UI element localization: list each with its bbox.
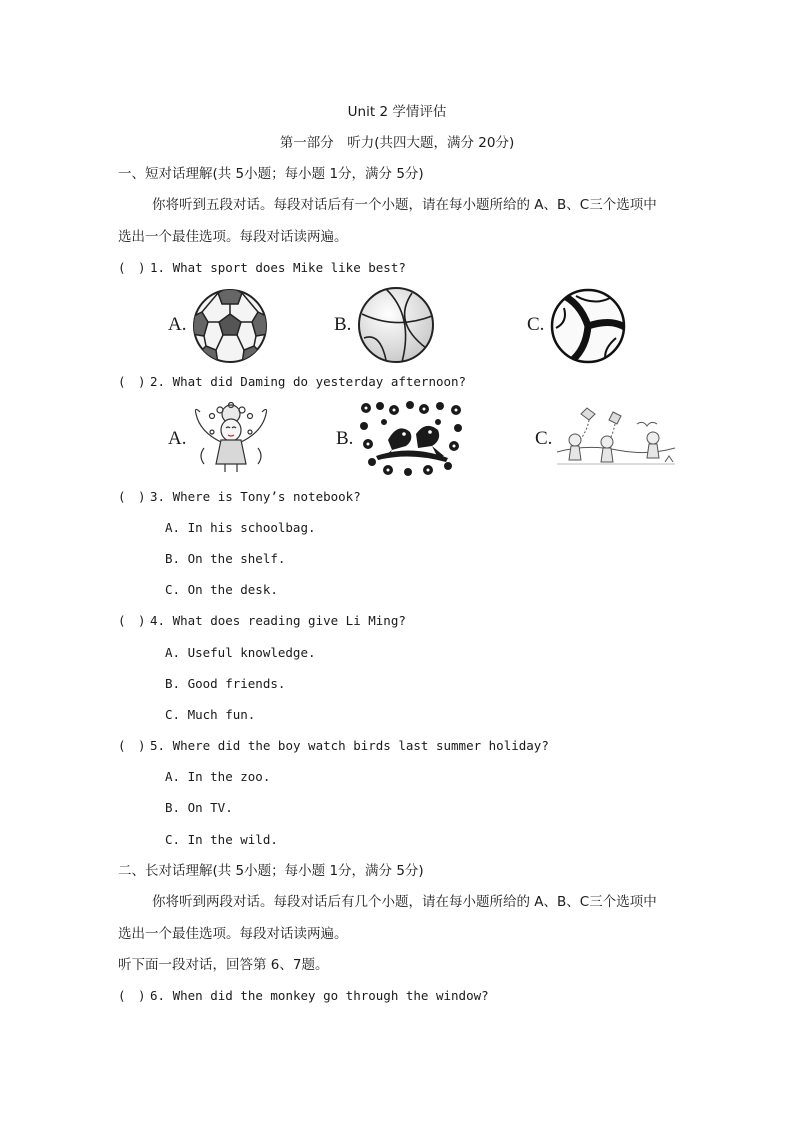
q4-option-c[interactable]: C. Much fun. xyxy=(165,707,256,722)
question-5 xyxy=(118,738,549,754)
q2-option-a-label[interactable]: A. xyxy=(168,428,187,449)
q5-option-a[interactable]: A. In the zoo. xyxy=(165,769,271,784)
question-text: 1. What sport does Mike like best? xyxy=(150,260,406,275)
q1-option-b-label[interactable]: B. xyxy=(334,314,352,335)
listen-note: 听下面一段对话，回答第 6、7题。 xyxy=(118,957,329,973)
q3-option-b[interactable]: B. On the shelf. xyxy=(165,551,286,566)
q4-option-b[interactable]: B. Good friends. xyxy=(165,676,286,691)
section1-instruction-1: 你将听到五段对话。每段对话后有一个小题，请在每小题所给的 A、B、C三个选项中 xyxy=(152,197,657,213)
q2-option-c-label[interactable]: C. xyxy=(535,428,553,449)
question-text: 4. What does reading give Li Ming? xyxy=(150,613,406,628)
answer-blank[interactable]: ( ) xyxy=(118,374,146,389)
question-1 xyxy=(118,260,406,276)
question-2 xyxy=(118,374,466,390)
section2-instruction-1: 你将听到两段对话。每段对话后有几个小题，请在每小题所给的 A、B、C三个选项中 xyxy=(152,894,657,910)
question-4 xyxy=(118,613,406,629)
q3-option-a[interactable]: A. In his schoolbag. xyxy=(165,520,316,535)
q1-option-a-label[interactable]: A. xyxy=(168,314,187,335)
answer-blank[interactable]: ( ) xyxy=(118,988,146,1003)
soccer-ball-image[interactable] xyxy=(192,288,268,367)
peking-opera-image[interactable] xyxy=(192,402,270,477)
question-text: 5. Where did the boy watch birds last summer holiday? xyxy=(150,738,549,753)
basketball-image[interactable] xyxy=(356,286,436,367)
answer-blank[interactable]: ( ) xyxy=(118,738,146,753)
question-6 xyxy=(118,988,489,1004)
section1-heading: 一、短对话理解(共 5小题；每小题 1分，满分 5分) xyxy=(118,166,424,182)
q4-option-a[interactable]: A. Useful knowledge. xyxy=(165,645,316,660)
section1-instruction-2: 选出一个最佳选项。每段对话读两遍。 xyxy=(118,229,348,245)
q5-option-b[interactable]: B. On TV. xyxy=(165,800,233,815)
question-3 xyxy=(118,489,361,505)
paper-cutting-image[interactable] xyxy=(358,400,464,481)
q5-option-c[interactable]: C. In the wild. xyxy=(165,832,278,847)
volleyball-image[interactable] xyxy=(550,288,626,367)
q2-option-b-label[interactable]: B. xyxy=(336,428,354,449)
page-title: Unit 2 学情评估 xyxy=(347,104,447,120)
answer-blank[interactable]: ( ) xyxy=(118,489,146,504)
answer-blank[interactable]: ( ) xyxy=(118,260,146,275)
question-text: 2. What did Daming do yesterday afternoon? xyxy=(150,374,467,389)
section2-instruction-2: 选出一个最佳选项。每段对话读两遍。 xyxy=(118,926,348,942)
answer-blank[interactable]: ( ) xyxy=(118,613,146,628)
question-text: 3. Where is Tony’s notebook? xyxy=(150,489,361,504)
part-heading: 第一部分 听力(共四大题，满分 20分) xyxy=(279,135,515,151)
q1-option-c-label[interactable]: C. xyxy=(527,314,545,335)
question-text: 6. When did the monkey go through the window? xyxy=(150,988,489,1003)
section2-heading: 二、长对话理解(共 5小题；每小题 1分，满分 5分) xyxy=(118,863,424,879)
flying-kites-image[interactable] xyxy=(557,404,675,477)
q3-option-c[interactable]: C. On the desk. xyxy=(165,582,278,597)
